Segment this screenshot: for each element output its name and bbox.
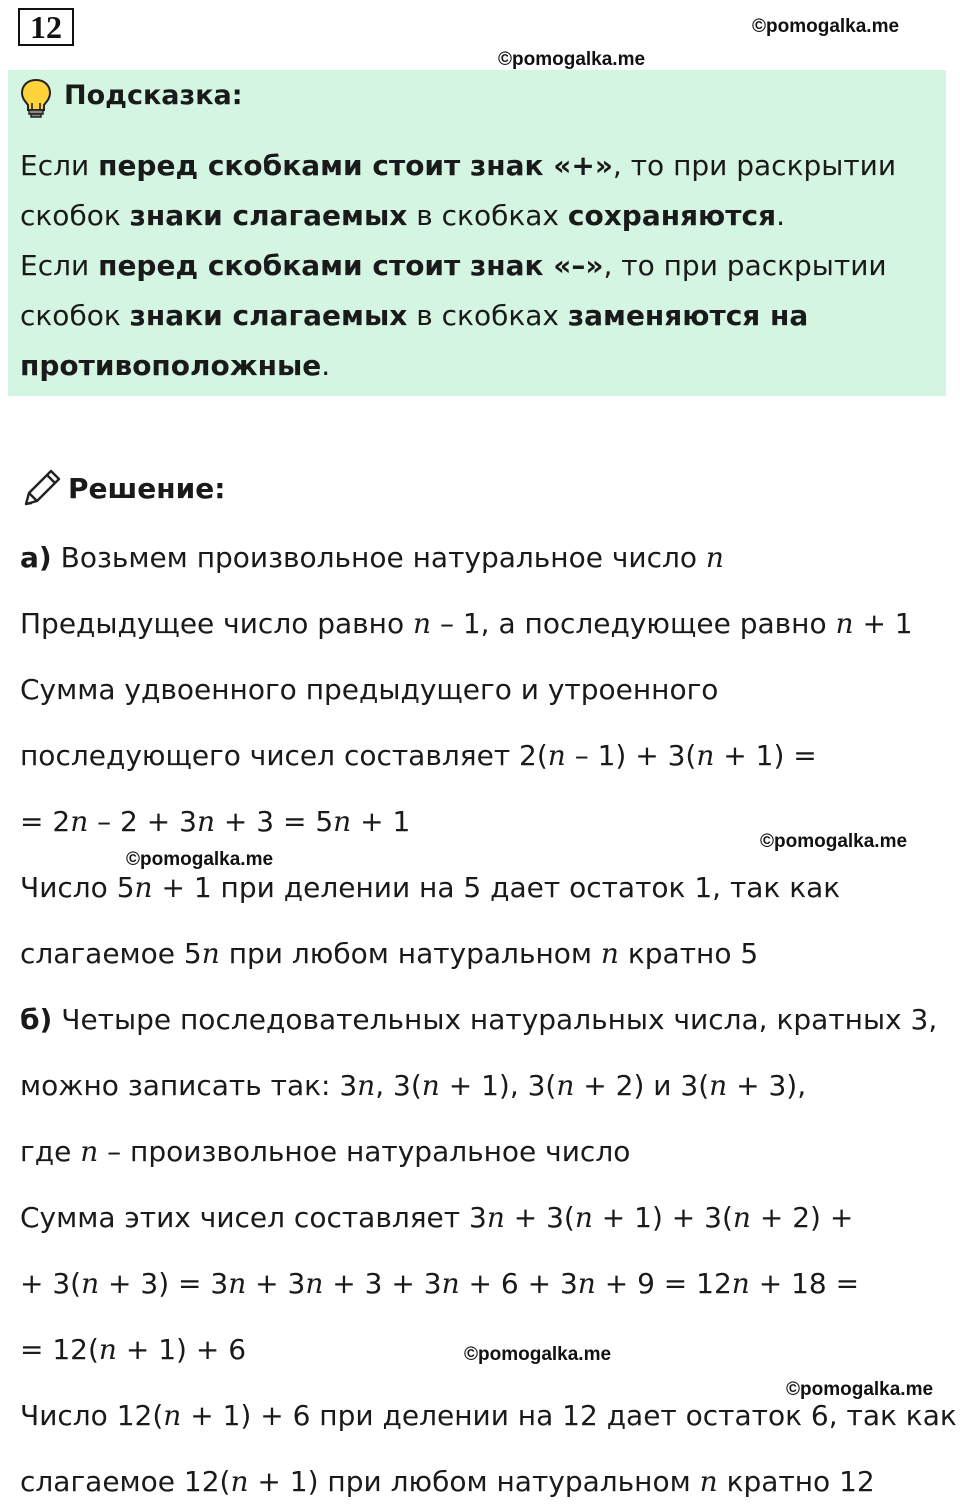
part-a-line-3: Сумма удвоенного предыдущего и утроенного (20, 673, 719, 706)
hint-line-3: Если перед скобками стоит знак «–», то при раскрытии (20, 249, 887, 282)
lightbulb-icon (18, 77, 54, 119)
part-b-line-4: Сумма этих чисел составляет 3n + 3(n + 1) + 3(n + 2) + (20, 1201, 854, 1234)
part-b-line-8: слагаемое 12(n + 1) при любом натуральном n кратно 12 (20, 1465, 875, 1498)
watermark: ©pomogalka.me (464, 1344, 612, 1365)
part-b-line-1: б) Четыре последовательных натуральных числа, кратных 3, (20, 1003, 938, 1036)
part-a-line-5: = 2n – 2 + 3n + 3 = 5n + 1 (20, 805, 411, 838)
part-a-line-4: последующего чисел составляет 2(n – 1) + 3(n + 1) = (20, 739, 817, 772)
part-b-line-2: можно записать так: 3n, 3(n + 1), 3(n + 2) и 3(n + 3), (20, 1069, 807, 1102)
part-b-line-5: + 3(n + 3) = 3n + 3n + 3 + 3n + 6 + 3n + 9 = 12n + 18 = (20, 1267, 860, 1300)
pencil-icon (20, 466, 64, 510)
part-a-line-6: Число 5n + 1 при делении на 5 дает остаток 1, так как (20, 871, 841, 904)
watermark: ©pomogalka.me (786, 1379, 934, 1400)
watermark: ©pomogalka.me (760, 831, 908, 852)
hint-line-1: Если перед скобками стоит знак «+», то при раскрытии (20, 149, 897, 182)
task-number: 12 (18, 8, 74, 46)
part-b-line-7: Число 12(n + 1) + 6 при делении на 12 дает остаток 6, так как (20, 1399, 957, 1432)
part-a-line-1: а) Возьмем произвольное натуральное число n (20, 541, 724, 574)
watermark: ©pomogalka.me (752, 16, 900, 37)
part-b-line-6: = 12(n + 1) + 6 (20, 1333, 247, 1366)
part-b-line-3: где n – произвольное натуральное число (20, 1135, 631, 1168)
watermark: ©pomogalka.me (126, 849, 274, 870)
hint-line-4: скобок знаки слагаемых в скобках заменяются на (20, 299, 809, 332)
hint-line-2: скобок знаки слагаемых в скобках сохраняются. (20, 199, 785, 232)
hint-line-5: противоположные. (20, 349, 331, 382)
solution-title: Решение: (68, 472, 226, 505)
part-a-line-7: слагаемое 5n при любом натуральном n кратно 5 (20, 937, 759, 970)
hint-title: Подсказка: (64, 80, 243, 111)
watermark: ©pomogalka.me (498, 49, 646, 70)
part-a-line-2: Предыдущее число равно n – 1, а последующее равно n + 1 (20, 607, 913, 640)
